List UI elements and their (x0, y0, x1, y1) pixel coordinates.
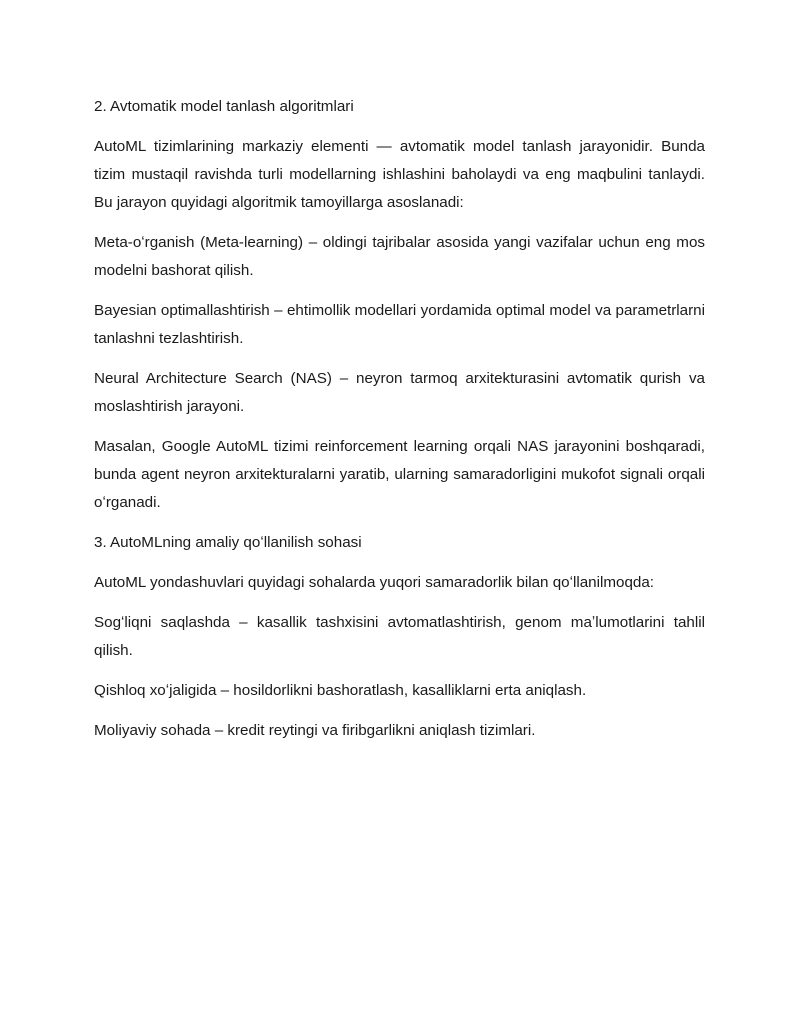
section-heading: 3. AutoMLning amaliy qoʻllanilish sohasi (94, 534, 362, 551)
paragraph: Moliyaviy sohada – kredit reytingi va firibgarlikni aniqlash tizimlari. (94, 722, 536, 739)
paragraph: Sogʻliqni saqlashda – kasallik tashxisini avtomatlashtirish, genom maʼlumotlarini tahlil qilish. (94, 614, 705, 659)
paragraph: Masalan, Google AutoML tizimi reinforcement learning orqali NAS jarayonini boshqaradi, bunda agent neyron arxitekturalarni yaratib, ularning samaradorligini mukofot signali orqali oʻrganadi. (94, 438, 705, 511)
paragraph: AutoML yondashuvlari quyidagi sohalarda yuqori samaradorlik bilan qoʻllanilmoqda: (94, 574, 655, 591)
paragraph: AutoML tizimlarining markaziy elementi — avtomatik model tanlash jarayonidir. Bunda tizim mustaqil ravishda turli modellarning ishlashini baholaydi va eng maqbulini tanlaydi. Bu jarayon quyidagi algoritmik tamoyillarga asoslanadi: (94, 138, 705, 211)
document-body (94, 93, 705, 757)
paragraph: Bayesian optimallashtirish – ehtimollik modellari yordamida optimal model va parametrlarni tanlashni tezlashtirish. (94, 302, 705, 347)
paragraph: Qishloq xoʻjaligida – hosildorlikni bashoratlash, kasalliklarni erta aniqlash. (94, 682, 587, 699)
section-heading: 2. Avtomatik model tanlash algoritmlari (94, 98, 354, 115)
paragraph: Meta-oʻrganish (Meta-learning) – oldingi tajribalar asosida yangi vazifalar uchun eng mos modelni bashorat qilish. (94, 234, 705, 279)
paragraph: Neural Architecture Search (NAS) – neyron tarmoq arxitekturasini avtomatik qurish va moslashtirish jarayoni. (94, 370, 705, 415)
